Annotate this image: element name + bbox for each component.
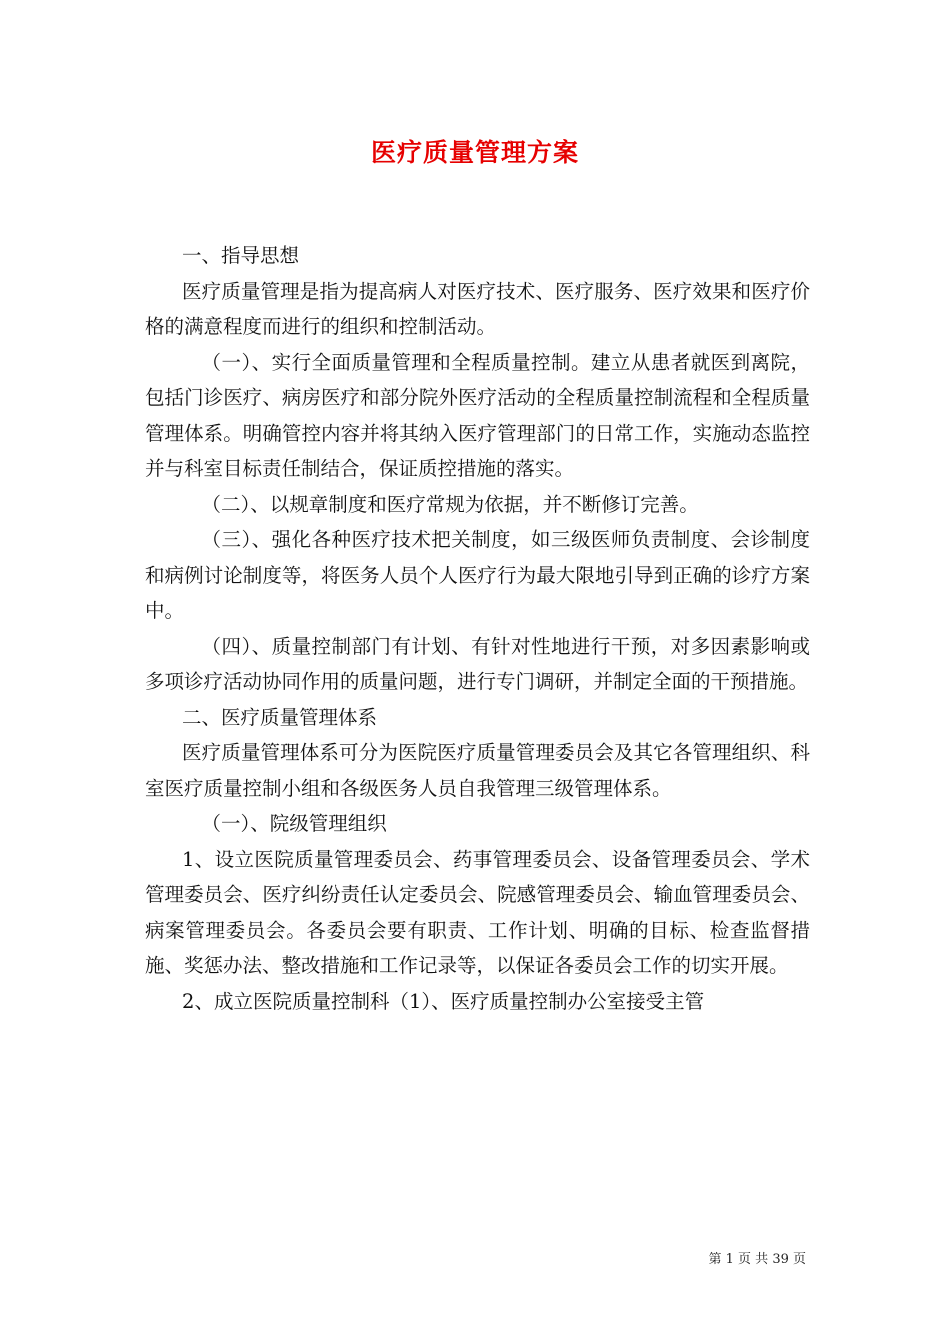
paragraph-system-overview: 医疗质量管理体系可分为医院医疗质量管理委员会及其它各管理组织、科室医疗质量控制小组和各级医务人员自我管理三级管理体系。 [145, 741, 810, 800]
paragraph-definition: 医疗质量管理是指为提高病人对医疗技术、医疗服务、医疗效果和医疗价格的满意程度而进行的组织和控制活动。 [145, 279, 810, 338]
paragraph-item-1: （一）、实行全面质量管理和全程质量控制。建立从患者就医到离院，包括门诊医疗、病房医疗和部分院外医疗活动的全程质量控制流程和全程质量管理体系。明确管控内容并将其纳入医疗管理部门的日常工作，实施动态监控并与科室目标责任制结合，保证质控措施的落实。 [145, 350, 810, 480]
section-heading-management-system: 二、医疗质量管理体系 [182, 705, 378, 729]
document-title: 医疗质量管理方案 [370, 138, 579, 167]
page-number: 第 1 页 共 39 页 [708, 1252, 806, 1267]
subheading-hospital-level: （一）、院级管理组织 [201, 812, 387, 835]
paragraph-item-2: （二）、以规章制度和医疗常规为依据，并不断修订完善。 [201, 492, 699, 516]
paragraph-committees: 1、设立医院质量管理委员会、药事管理委员会、设备管理委员会、学术管理委员会、医疗纠纷责任认定委员会、院感管理委员会、输血管理委员会、病案管理委员会。各委员会要有职责、工作计划、明确的目标、检查监督措施、奖惩办法、整改措施和工作记录等，以保证各委员会工作的切实开展。 [145, 847, 810, 977]
paragraph-item-4: （四）、质量控制部门有计划、有针对性地进行干预，对多因素影响或多项诊疗活动协同作用的质量问题，进行专门调研，并制定全面的干预措施。 [145, 634, 810, 693]
document-body [145, 238, 810, 1019]
paragraph-quality-control-dept: 2、成立医院质量控制科（1）、医疗质量控制办公室接受主管 [182, 989, 705, 1013]
section-heading-guiding-ideology: 一、指导思想 [182, 244, 300, 267]
paragraph-item-3: （三）、强化各种医疗技术把关制度，如三级医师负责制度、会诊制度和病例讨论制度等，将医务人员个人医疗行为最大限地引导到正确的诊疗方案中。 [145, 528, 810, 622]
